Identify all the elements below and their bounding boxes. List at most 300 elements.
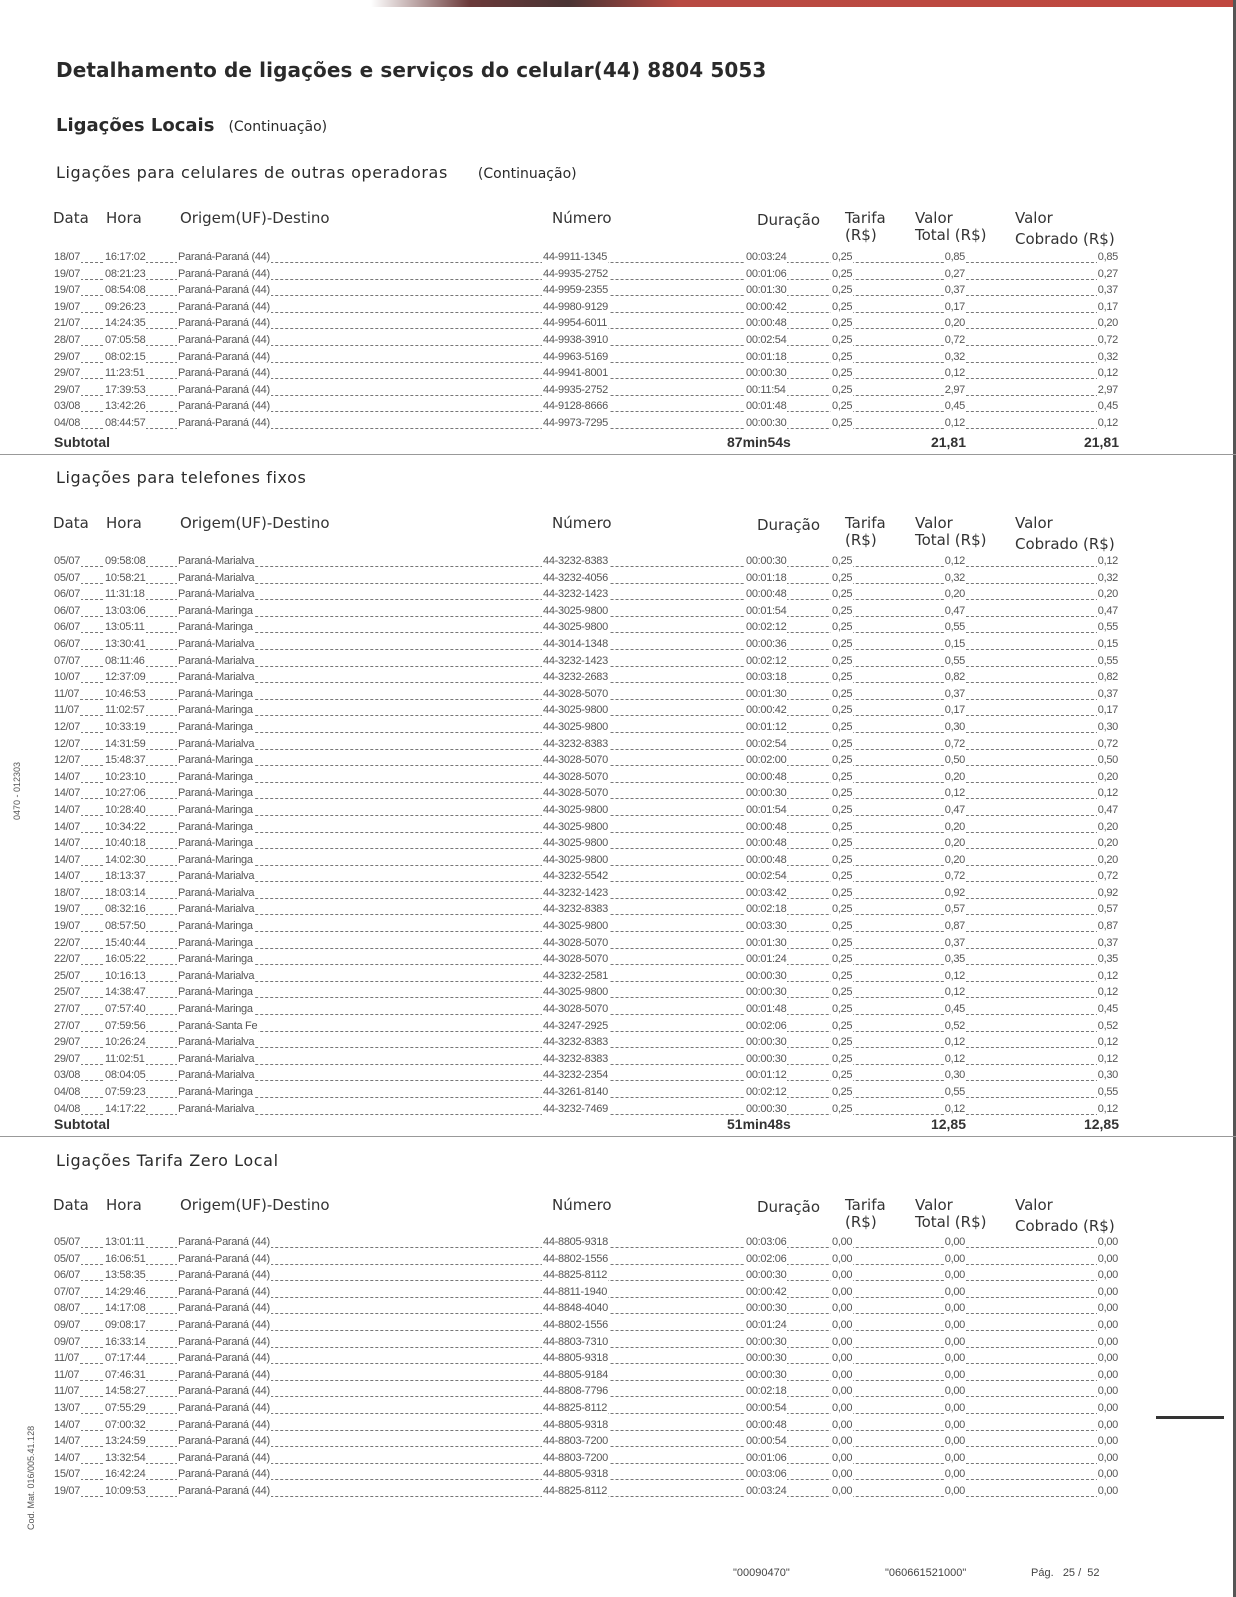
- cell-charged-value: 0,37: [1097, 936, 1118, 949]
- column-header-tarifa: Tarifa: [845, 209, 886, 227]
- column-header-hora: Hora: [106, 209, 142, 227]
- cell-number: 44-8848-4040: [543, 1302, 608, 1315]
- cell-date: 11/07: [54, 1368, 80, 1381]
- cell-duration: 00:02:12: [746, 621, 787, 634]
- table-row: [0, 886, 1236, 903]
- cell-total-value: 0,00: [944, 1352, 965, 1365]
- cell-number: 44-3232-8383: [543, 737, 608, 750]
- table-row: [0, 869, 1236, 886]
- cell-time: 14:31:59: [105, 737, 146, 750]
- cell-time: 16:05:22: [105, 953, 146, 966]
- table-row: [0, 919, 1236, 936]
- cell-origin-destination: Paraná-Paraná (44): [178, 284, 270, 297]
- cell-time: 12:37:09: [105, 671, 146, 684]
- cell-date: 29/07: [54, 350, 81, 363]
- cell-charged-value: 0,12: [1097, 1052, 1118, 1065]
- cell-number: 44-8825-8112: [543, 1269, 608, 1282]
- cell-date: 06/07: [54, 588, 81, 601]
- cell-number: 44-3025-9800: [543, 720, 608, 733]
- table-row: [0, 1451, 1236, 1468]
- cell-duration: 00:00:30: [746, 416, 787, 429]
- cell-number: 44-3028-5070: [543, 770, 608, 783]
- table-row: [0, 1301, 1236, 1318]
- cell-number: 44-3014-1348: [543, 637, 608, 650]
- cell-duration: 00:00:30: [746, 986, 787, 999]
- cell-origin-destination: Paraná-Marialva: [178, 637, 255, 650]
- cell-duration: 00:00:48: [746, 588, 787, 601]
- cell-date: 19/07: [54, 284, 81, 297]
- cell-number: 44-9911-1345: [543, 251, 608, 263]
- cell-time: 11:02:57: [105, 704, 145, 717]
- cell-rate: 0,00: [832, 1335, 853, 1348]
- table-row: [0, 936, 1236, 953]
- column-header-valor-total: Valor: [915, 209, 953, 227]
- cell-total-value: 0,30: [944, 1069, 965, 1082]
- cell-charged-value: 0,82: [1097, 671, 1118, 684]
- cell-origin-destination: Paraná-Maringa: [178, 770, 253, 783]
- cell-number: 44-8825-8112: [543, 1401, 608, 1414]
- cell-date: 12/07: [54, 754, 81, 767]
- cell-duration: 00:01:18: [746, 350, 787, 363]
- cell-time: 10:58:21: [105, 571, 146, 584]
- cell-time: 08:32:16: [105, 903, 146, 916]
- cell-duration: 00:00:30: [746, 1102, 787, 1115]
- cell-origin-destination: Paraná-Marialva: [178, 555, 255, 567]
- cell-duration: 00:02:12: [746, 654, 787, 667]
- cell-number: 44-8808-7796: [543, 1385, 608, 1398]
- cell-number: 44-9935-2752: [543, 267, 608, 280]
- table-body: [0, 1235, 1236, 1501]
- cell-date: 21/07: [54, 317, 81, 330]
- cell-duration: 00:00:48: [746, 820, 787, 833]
- cell-time: 10:34:22: [105, 820, 146, 833]
- cell-date: 04/08: [54, 1102, 81, 1115]
- cell-total-value: 0,12: [944, 416, 965, 429]
- cell-date: 11/07: [54, 687, 80, 700]
- table-row: [0, 620, 1236, 637]
- cell-origin-destination: Paraná-Maringa: [178, 853, 253, 866]
- cell-total-value: 0,30: [944, 720, 965, 733]
- cell-total-value: 0,17: [944, 704, 965, 717]
- cell-number: 44-8805-9318: [543, 1236, 608, 1248]
- cell-time: 13:05:11: [105, 621, 145, 634]
- cell-duration: 00:02:54: [746, 737, 787, 750]
- cell-total-value: 0,27: [944, 267, 965, 280]
- cell-total-value: 0,47: [944, 604, 965, 617]
- column-header-valor-cobrado: Valor: [1015, 209, 1053, 227]
- column-header-origem: Origem(UF)-Destino: [180, 209, 330, 227]
- cell-date: 14/07: [54, 870, 81, 883]
- table-row: [0, 820, 1236, 837]
- cell-total-value: 0,17: [944, 300, 965, 313]
- cell-total-value: 0,12: [944, 1102, 965, 1115]
- cell-time: 13:30:41: [105, 637, 146, 650]
- table-row: [0, 720, 1236, 737]
- cell-number: 44-3232-8383: [543, 555, 608, 567]
- cell-rate: 0,00: [832, 1302, 853, 1315]
- cell-rate: 0,25: [832, 737, 853, 750]
- cell-duration: 00:00:54: [746, 1401, 787, 1414]
- cell-charged-value: 0,55: [1097, 654, 1118, 667]
- cell-time: 10:23:10: [105, 770, 146, 783]
- cell-rate: 0,25: [832, 870, 853, 883]
- cell-date: 15/07: [54, 1468, 81, 1481]
- cell-origin-destination: Paraná-Maringa: [178, 986, 253, 999]
- cell-date: 11/07: [54, 1352, 80, 1365]
- cell-total-value: 0,20: [944, 588, 965, 601]
- table-row: [0, 1285, 1236, 1302]
- cell-origin-destination: Paraná-Maringa: [178, 936, 253, 949]
- column-header-valor-cobrado: Valor: [1015, 1196, 1053, 1214]
- cell-origin-destination: Paraná-Maringa: [178, 687, 253, 700]
- cell-number: 44-3025-9800: [543, 604, 608, 617]
- cell-time: 14:02:30: [105, 853, 146, 866]
- cell-time: 10:33:19: [105, 720, 146, 733]
- cell-number: 44-8825-8112: [543, 1484, 608, 1497]
- cell-origin-destination: Paraná-Marialva: [178, 1102, 255, 1115]
- cell-duration: 00:00:36: [746, 637, 787, 650]
- cell-charged-value: 0,12: [1097, 1102, 1118, 1115]
- table-row: [0, 383, 1236, 400]
- group-title-fixos: Ligações para telefones fixos: [56, 468, 307, 487]
- cell-time: 09:58:08: [105, 555, 146, 567]
- table-row: [0, 1434, 1236, 1451]
- cell-number: 44-3028-5070: [543, 953, 608, 966]
- cell-duration: 00:00:48: [746, 1418, 787, 1431]
- cell-charged-value: 0,45: [1097, 1003, 1118, 1016]
- column-header-tarifa-unit: (R$): [845, 531, 877, 549]
- table-row: [0, 250, 1236, 267]
- cell-total-value: 0,55: [944, 654, 965, 667]
- cell-date: 04/08: [54, 416, 81, 429]
- cell-origin-destination: Paraná-Paraná (44): [178, 1269, 270, 1282]
- cell-total-value: 0,00: [944, 1285, 965, 1298]
- cell-date: 07/07: [54, 1285, 81, 1298]
- column-header-data: Data: [53, 514, 89, 532]
- cell-total-value: 0,72: [944, 870, 965, 883]
- cell-duration: 00:00:48: [746, 837, 787, 850]
- column-header-valor-total-unit: Total (R$): [915, 226, 987, 244]
- cell-charged-value: 0,20: [1097, 853, 1118, 866]
- cell-origin-destination: Paraná-Maringa: [178, 1086, 253, 1098]
- cell-duration: 00:02:18: [746, 903, 787, 916]
- table-row: [0, 1068, 1236, 1085]
- cell-number: 44-9128-8666: [543, 400, 608, 413]
- cell-rate: 0,25: [832, 720, 853, 733]
- subtotal-total-value: 21,81: [930, 434, 966, 450]
- cell-rate: 0,25: [832, 671, 853, 684]
- cell-rate: 0,25: [832, 604, 853, 617]
- cell-origin-destination: Paraná-Paraná (44): [178, 367, 270, 380]
- cell-rate: 0,25: [832, 416, 853, 429]
- cell-time: 18:13:37: [105, 870, 146, 883]
- cell-charged-value: 0,17: [1097, 300, 1118, 313]
- cell-charged-value: 0,32: [1097, 350, 1118, 363]
- table-row: [0, 703, 1236, 720]
- cell-rate: 0,25: [832, 969, 853, 982]
- cell-date: 29/07: [54, 367, 81, 380]
- cell-total-value: 0,00: [944, 1418, 965, 1431]
- cell-rate: 0,25: [832, 936, 853, 949]
- table-row: [0, 604, 1236, 621]
- cell-total-value: 0,00: [944, 1385, 965, 1398]
- cell-time: 09:26:23: [105, 300, 146, 313]
- cell-origin-destination: Paraná-Marialva: [178, 588, 255, 601]
- table-header: [0, 1196, 1236, 1238]
- cell-rate: 0,25: [832, 953, 853, 966]
- column-header-valor-cobrado-unit: Cobrado (R$): [1015, 1217, 1115, 1235]
- table-row: [0, 1418, 1236, 1435]
- cell-total-value: 0,00: [944, 1451, 965, 1464]
- cell-origin-destination: Paraná-Maringa: [178, 720, 253, 733]
- cell-total-value: 0,20: [944, 837, 965, 850]
- cell-total-value: 0,12: [944, 1052, 965, 1065]
- cell-time: 07:46:31: [105, 1368, 146, 1381]
- cell-duration: 00:00:54: [746, 1435, 787, 1448]
- cell-duration: 00:00:30: [746, 367, 787, 380]
- cell-duration: 00:00:48: [746, 770, 787, 783]
- cell-rate: 0,25: [832, 770, 853, 783]
- cell-origin-destination: Paraná-Paraná (44): [178, 1236, 270, 1248]
- cell-duration: 00:02:18: [746, 1385, 787, 1398]
- cell-duration: 00:01:54: [746, 803, 787, 816]
- cell-number: 44-8805-9318: [543, 1352, 608, 1365]
- cell-duration: 00:00:30: [746, 1269, 787, 1282]
- cell-date: 14/07: [54, 770, 81, 783]
- table-row: [0, 366, 1236, 383]
- cell-time: 13:03:06: [105, 604, 146, 617]
- cell-number: 44-3232-8383: [543, 1052, 608, 1065]
- cell-duration: 00:01:24: [746, 953, 787, 966]
- table-row: [0, 753, 1236, 770]
- cell-rate: 0,25: [832, 300, 853, 313]
- cell-date: 14/07: [54, 787, 81, 800]
- cell-origin-destination: Paraná-Santa Fe: [178, 1019, 258, 1032]
- cell-charged-value: 0,45: [1097, 400, 1118, 413]
- cell-time: 07:55:29: [105, 1401, 146, 1414]
- cell-duration: 00:02:54: [746, 333, 787, 346]
- cell-charged-value: 0,55: [1097, 621, 1118, 634]
- cell-total-value: 0,20: [944, 317, 965, 330]
- cell-duration: 00:01:12: [746, 720, 787, 733]
- cell-charged-value: 2,97: [1097, 383, 1118, 396]
- cell-total-value: 0,12: [944, 555, 965, 567]
- table-header: [0, 514, 1236, 556]
- cell-time: 16:33:14: [105, 1335, 146, 1348]
- column-header-numero: Número: [552, 514, 612, 532]
- cell-rate: 0,00: [832, 1352, 853, 1365]
- table-row: [0, 571, 1236, 588]
- cell-charged-value: 0,32: [1097, 571, 1118, 584]
- cell-total-value: 0,12: [944, 787, 965, 800]
- cell-charged-value: 0,00: [1097, 1435, 1118, 1448]
- cell-rate: 0,25: [832, 588, 853, 601]
- table-row: [0, 770, 1236, 787]
- table-row: [0, 416, 1236, 433]
- cell-duration: 00:01:30: [746, 284, 787, 297]
- top-color-band: [0, 0, 1236, 7]
- table-row: [0, 267, 1236, 284]
- cell-origin-destination: Paraná-Marialva: [178, 1036, 255, 1049]
- cell-total-value: 0,00: [944, 1236, 965, 1248]
- cell-duration: 00:02:00: [746, 754, 787, 767]
- cell-origin-destination: Paraná-Paraná (44): [178, 1335, 270, 1348]
- cell-charged-value: 0,00: [1097, 1484, 1118, 1497]
- cell-rate: 0,25: [832, 367, 853, 380]
- cell-time: 13:01:11: [105, 1236, 145, 1248]
- section-heading: [56, 115, 327, 136]
- cell-rate: 0,00: [832, 1368, 853, 1381]
- cell-duration: 00:03:42: [746, 886, 787, 899]
- cell-charged-value: 0,47: [1097, 604, 1118, 617]
- cell-number: 44-3028-5070: [543, 1003, 608, 1016]
- cell-total-value: 0,00: [944, 1252, 965, 1265]
- cell-time: 10:26:24: [105, 1036, 146, 1049]
- cell-charged-value: 0,00: [1097, 1352, 1118, 1365]
- cell-charged-value: 0,12: [1097, 367, 1118, 380]
- cell-rate: 0,25: [832, 704, 853, 717]
- cell-total-value: 0,32: [944, 350, 965, 363]
- cell-origin-destination: Paraná-Maringa: [178, 803, 253, 816]
- cell-total-value: 0,00: [944, 1484, 965, 1497]
- column-header-valor-total-unit: Total (R$): [915, 531, 987, 549]
- cell-rate: 0,00: [832, 1285, 853, 1298]
- cell-charged-value: 0,37: [1097, 284, 1118, 297]
- cell-duration: 00:03:24: [746, 251, 787, 263]
- cell-charged-value: 0,50: [1097, 754, 1118, 767]
- cell-duration: 00:01:30: [746, 687, 787, 700]
- cell-rate: 0,00: [832, 1468, 853, 1481]
- cell-date: 14/07: [54, 820, 81, 833]
- column-header-valor-cobrado: Valor: [1015, 514, 1053, 532]
- table-row: [0, 1401, 1236, 1418]
- cell-duration: 00:00:48: [746, 317, 787, 330]
- cell-rate: 0,25: [832, 920, 853, 933]
- cell-rate: 0,00: [832, 1401, 853, 1414]
- column-header-tarifa: Tarifa: [845, 1196, 886, 1214]
- cell-charged-value: 0,30: [1097, 720, 1118, 733]
- cell-time: 07:59:56: [105, 1019, 146, 1032]
- cell-total-value: 0,37: [944, 687, 965, 700]
- cell-rate: 0,00: [832, 1435, 853, 1448]
- cell-date: 29/07: [54, 383, 81, 396]
- cell-number: 44-3025-9800: [543, 803, 608, 816]
- cell-time: 13:42:26: [105, 400, 146, 413]
- cell-date: 05/07: [54, 571, 81, 584]
- cell-time: 14:17:08: [105, 1302, 146, 1315]
- cell-time: 08:57:50: [105, 920, 146, 933]
- cell-date: 14/07: [54, 1451, 81, 1464]
- cell-charged-value: 0,87: [1097, 920, 1118, 933]
- table-row: [0, 1268, 1236, 1285]
- cell-charged-value: 0,00: [1097, 1368, 1118, 1381]
- cell-time: 10:09:53: [105, 1484, 146, 1497]
- cell-rate: 0,25: [832, 267, 853, 280]
- cell-rate: 0,25: [832, 1086, 853, 1098]
- cell-number: 44-3261-8140: [543, 1086, 608, 1098]
- cell-number: 44-8803-7200: [543, 1451, 608, 1464]
- cell-time: 07:57:40: [105, 1003, 146, 1016]
- cell-charged-value: 0,00: [1097, 1318, 1118, 1331]
- cell-charged-value: 0,72: [1097, 333, 1118, 346]
- subtotal-row: [0, 432, 1236, 455]
- cell-time: 14:58:27: [105, 1385, 146, 1398]
- cell-rate: 0,25: [832, 820, 853, 833]
- cell-charged-value: 0,17: [1097, 704, 1118, 717]
- cell-total-value: 2,97: [944, 383, 965, 396]
- cell-charged-value: 0,12: [1097, 787, 1118, 800]
- subtotal-charged-value: 21,81: [1083, 434, 1119, 450]
- column-header-duracao: Duração: [757, 1198, 821, 1216]
- table-row: [0, 985, 1236, 1002]
- table-row: [0, 350, 1236, 367]
- cell-time: 08:44:57: [105, 416, 146, 429]
- cell-origin-destination: Paraná-Paraná (44): [178, 350, 270, 363]
- cell-rate: 0,00: [832, 1269, 853, 1282]
- cell-rate: 0,25: [832, 621, 853, 634]
- cell-date: 14/07: [54, 853, 81, 866]
- cell-date: 14/07: [54, 1418, 81, 1431]
- cell-number: 44-3028-5070: [543, 936, 608, 949]
- cell-total-value: 0,57: [944, 903, 965, 916]
- cell-number: 44-9935-2752: [543, 383, 608, 396]
- cell-date: 27/07: [54, 1019, 81, 1032]
- cell-charged-value: 0,00: [1097, 1468, 1118, 1481]
- table-body: [0, 554, 1236, 1118]
- cell-total-value: 0,00: [944, 1468, 965, 1481]
- cell-rate: 0,00: [832, 1318, 853, 1331]
- cell-rate: 0,25: [832, 886, 853, 899]
- subtotal-duration: 51min48s: [727, 1116, 791, 1132]
- cell-duration: 00:03:06: [746, 1236, 787, 1248]
- cell-charged-value: 0,00: [1097, 1252, 1118, 1265]
- cell-duration: 00:00:42: [746, 704, 787, 717]
- cell-number: 44-3247-2925: [543, 1019, 608, 1032]
- cell-charged-value: 0,57: [1097, 903, 1118, 916]
- cell-origin-destination: Paraná-Paraná (44): [178, 1385, 270, 1398]
- table-row: [0, 654, 1236, 671]
- cell-rate: 0,25: [832, 1052, 853, 1065]
- cell-time: 14:24:35: [105, 317, 146, 330]
- cell-date: 11/07: [54, 704, 80, 717]
- cell-rate: 0,25: [832, 284, 853, 297]
- cell-rate: 0,25: [832, 1036, 853, 1049]
- section-label: Ligações Locais: [56, 115, 215, 136]
- cell-charged-value: 0,12: [1097, 986, 1118, 999]
- table-row: [0, 687, 1236, 704]
- cell-total-value: 0,35: [944, 953, 965, 966]
- cell-number: 44-3025-9800: [543, 853, 608, 866]
- cell-number: 44-3232-2683: [543, 671, 608, 684]
- cell-date: 19/07: [54, 1484, 81, 1497]
- column-header-valor-total: Valor: [915, 1196, 953, 1214]
- cell-duration: 00:02:54: [746, 870, 787, 883]
- table-row: [0, 1252, 1236, 1269]
- column-header-numero: Número: [552, 209, 612, 227]
- cell-number: 44-9938-3910: [543, 333, 608, 346]
- column-header-valor-cobrado-unit: Cobrado (R$): [1015, 535, 1115, 553]
- cell-date: 06/07: [54, 604, 81, 617]
- column-header-numero: Número: [552, 1196, 612, 1214]
- column-header-valor-total: Valor: [915, 514, 953, 532]
- cell-origin-destination: Paraná-Maringa: [178, 787, 253, 800]
- table-row: [0, 969, 1236, 986]
- cell-date: 22/07: [54, 936, 81, 949]
- cell-duration: 00:01:24: [746, 1318, 787, 1331]
- cell-time: 11:23:51: [105, 367, 145, 380]
- cell-number: 44-8805-9318: [543, 1418, 608, 1431]
- table-row: [0, 1019, 1236, 1036]
